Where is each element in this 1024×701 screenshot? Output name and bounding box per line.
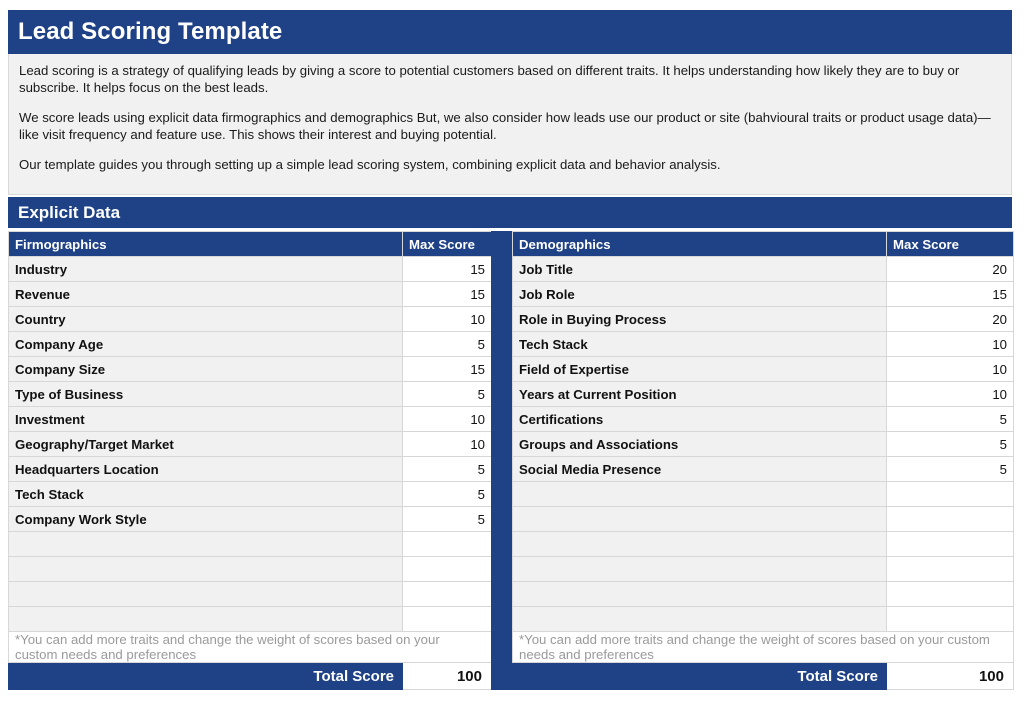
trait-name-cell[interactable]: Investment	[9, 407, 403, 432]
trait-name-cell-empty[interactable]	[513, 557, 887, 582]
trait-name-cell-empty[interactable]	[513, 532, 887, 557]
trait-name-cell[interactable]: Company Age	[9, 332, 403, 357]
max-score-cell[interactable]: 5	[887, 432, 1014, 457]
table-row[interactable]	[513, 332, 1014, 357]
trait-name-cell[interactable]: Role in Buying Process	[513, 307, 887, 332]
table-row-empty[interactable]	[9, 532, 492, 557]
firmographics-table-body	[9, 257, 492, 632]
max-score-cell[interactable]: 10	[403, 407, 492, 432]
max-score-cell-empty[interactable]	[887, 532, 1014, 557]
column-divider	[491, 231, 512, 690]
table-row[interactable]	[9, 482, 492, 507]
table-row[interactable]	[9, 357, 492, 382]
table-row[interactable]	[513, 457, 1014, 482]
max-score-cell[interactable]: 10	[887, 357, 1014, 382]
table-row[interactable]	[9, 382, 492, 407]
trait-name-cell-empty[interactable]	[9, 532, 403, 557]
max-score-cell[interactable]: 15	[887, 282, 1014, 307]
intro-description-block	[8, 54, 1012, 195]
max-score-cell[interactable]: 15	[403, 357, 492, 382]
table-row-empty[interactable]	[513, 532, 1014, 557]
max-score-cell[interactable]: 20	[887, 257, 1014, 282]
table-row-empty[interactable]	[513, 482, 1014, 507]
trait-name-cell-empty[interactable]	[513, 607, 887, 632]
table-row[interactable]	[513, 382, 1014, 407]
table-row[interactable]	[513, 307, 1014, 332]
demographics-table-body	[513, 257, 1014, 632]
document-title-banner	[8, 10, 1012, 54]
scoring-tables-container	[8, 231, 1012, 690]
demographics-table-column	[512, 231, 1013, 690]
table-row[interactable]	[9, 257, 492, 282]
trait-name-cell[interactable]: Field of Expertise	[513, 357, 887, 382]
table-row-empty[interactable]	[9, 607, 492, 632]
intro-paragraph-2: We score leads using explicit data firmographics and demographics But, we also consider how leads use our product or site (bahvioural traits or product usage data)—like visit frequency and feature use. This shows their interest and buying potential.	[19, 110, 991, 142]
max-score-cell-empty[interactable]	[403, 582, 492, 607]
demographics-score-header: Max Score	[887, 232, 1014, 257]
trait-name-cell[interactable]: Company Size	[9, 357, 403, 382]
page-title: Lead Scoring Template	[18, 18, 283, 45]
table-row[interactable]	[513, 357, 1014, 382]
max-score-cell[interactable]: 10	[887, 382, 1014, 407]
table-row[interactable]	[9, 432, 492, 457]
firmographics-score-header: Max Score	[403, 232, 492, 257]
max-score-cell[interactable]: 15	[403, 257, 492, 282]
trait-name-cell-empty[interactable]	[513, 582, 887, 607]
max-score-cell[interactable]: 5	[887, 457, 1014, 482]
firmographics-total-label: Total Score	[9, 663, 403, 690]
demographics-trait-header: Demographics	[513, 232, 887, 257]
intro-paragraph-1: Lead scoring is a strategy of qualifying leads by giving a score to potential customers based on different traits. It helps understanding how likely they are to buy or subscribe. It helps focus on the best leads.	[19, 63, 960, 95]
trait-name-cell-empty[interactable]	[513, 507, 887, 532]
trait-name-cell[interactable]: Years at Current Position	[513, 382, 887, 407]
firmographics-trait-header: Firmographics	[9, 232, 403, 257]
firmographics-table-column	[8, 231, 491, 690]
max-score-cell[interactable]: 5	[887, 407, 1014, 432]
max-score-cell-empty[interactable]	[887, 557, 1014, 582]
max-score-cell[interactable]: 10	[403, 432, 492, 457]
max-score-cell-empty[interactable]	[887, 607, 1014, 632]
firmographics-note: *You can add more traits and change the weight of scores based on your custom needs and preferences	[9, 632, 492, 663]
max-score-cell[interactable]: 20	[887, 307, 1014, 332]
max-score-cell[interactable]: 5	[403, 332, 492, 357]
max-score-cell[interactable]: 5	[403, 507, 492, 532]
table-row-empty[interactable]	[513, 557, 1014, 582]
trait-name-cell[interactable]: Type of Business	[9, 382, 403, 407]
trait-name-cell[interactable]: Industry	[9, 257, 403, 282]
trait-name-cell[interactable]: Tech Stack	[513, 332, 887, 357]
trait-name-cell[interactable]: Headquarters Location	[9, 457, 403, 482]
max-score-cell-empty[interactable]	[887, 507, 1014, 532]
demographics-total-row	[513, 663, 1014, 690]
demographics-total-value: 100	[887, 663, 1014, 690]
section-title: Explicit Data	[18, 202, 121, 222]
trait-name-cell-empty[interactable]	[513, 482, 887, 507]
trait-name-cell-empty[interactable]	[9, 607, 403, 632]
demographics-table	[512, 231, 1014, 690]
table-row[interactable]	[513, 432, 1014, 457]
trait-name-cell[interactable]: Social Media Presence	[513, 457, 887, 482]
table-row[interactable]	[9, 507, 492, 532]
trait-name-cell[interactable]: Certifications	[513, 407, 887, 432]
max-score-cell-empty[interactable]	[887, 482, 1014, 507]
table-row-empty[interactable]	[9, 557, 492, 582]
max-score-cell-empty[interactable]	[403, 532, 492, 557]
firmographics-total-row	[9, 663, 492, 690]
max-score-cell[interactable]: 5	[403, 482, 492, 507]
trait-name-cell[interactable]: Tech Stack	[9, 482, 403, 507]
explicit-data-section-banner	[8, 197, 1012, 228]
max-score-cell-empty[interactable]	[887, 582, 1014, 607]
firmographics-total-value: 100	[403, 663, 492, 690]
max-score-cell-empty[interactable]	[403, 557, 492, 582]
table-row-empty[interactable]	[513, 507, 1014, 532]
demographics-note-row	[513, 632, 1014, 663]
trait-name-cell[interactable]: Company Work Style	[9, 507, 403, 532]
trait-name-cell[interactable]: Job Role	[513, 282, 887, 307]
firmographics-table	[8, 231, 492, 690]
trait-name-cell-empty[interactable]	[9, 557, 403, 582]
intro-paragraph-3: Our template guides you through setting up a simple lead scoring system, combining explicit data and behavior analysis.	[19, 157, 721, 172]
trait-name-cell[interactable]: Country	[9, 307, 403, 332]
table-row[interactable]	[9, 407, 492, 432]
trait-name-cell[interactable]: Groups and Associations	[513, 432, 887, 457]
table-row-empty[interactable]	[513, 582, 1014, 607]
table-row[interactable]	[513, 407, 1014, 432]
max-score-cell-empty[interactable]	[403, 607, 492, 632]
demographics-note: *You can add more traits and change the weight of scores based on your custom needs and preferences	[513, 632, 1014, 663]
table-row[interactable]	[9, 282, 492, 307]
table-row[interactable]	[9, 457, 492, 482]
table-row-empty[interactable]	[513, 607, 1014, 632]
trait-name-cell-empty[interactable]	[9, 582, 403, 607]
table-row[interactable]	[9, 332, 492, 357]
max-score-cell[interactable]: 15	[403, 282, 492, 307]
trait-name-cell[interactable]: Job Title	[513, 257, 887, 282]
table-row[interactable]	[9, 307, 492, 332]
max-score-cell[interactable]: 10	[403, 307, 492, 332]
table-row[interactable]	[513, 282, 1014, 307]
table-row-empty[interactable]	[9, 582, 492, 607]
max-score-cell[interactable]: 10	[887, 332, 1014, 357]
trait-name-cell[interactable]: Geography/Target Market	[9, 432, 403, 457]
firmographics-note-row	[9, 632, 492, 663]
max-score-cell[interactable]: 5	[403, 457, 492, 482]
table-header-row	[513, 232, 1014, 257]
table-row[interactable]	[513, 257, 1014, 282]
table-header-row	[9, 232, 492, 257]
trait-name-cell[interactable]: Revenue	[9, 282, 403, 307]
demographics-total-label: Total Score	[513, 663, 887, 690]
max-score-cell[interactable]: 5	[403, 382, 492, 407]
